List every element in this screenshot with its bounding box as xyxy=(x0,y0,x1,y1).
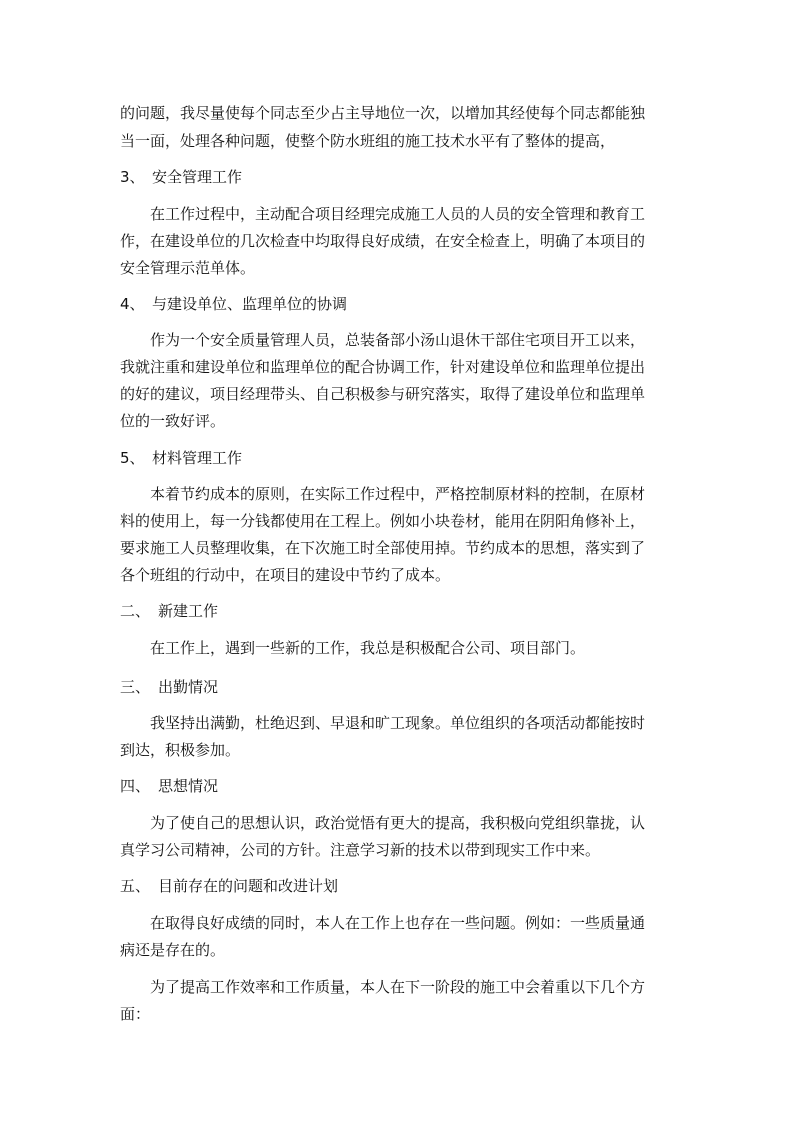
section-number: 4、 xyxy=(120,295,145,313)
paragraph-line: 面： xyxy=(120,1005,151,1023)
section-title: 出勤情况 xyxy=(158,678,219,696)
section-heading xyxy=(120,776,218,796)
section-heading xyxy=(120,294,347,314)
paragraph-line: 真学习公司精神，公司的方针。注意学习新的技术以带到现实工作中来。 xyxy=(120,841,601,859)
paragraph-line: 位的一致好评。 xyxy=(120,412,226,430)
section-number: 四、 xyxy=(120,777,151,795)
section-number: 三、 xyxy=(120,678,151,696)
section-title: 材料管理工作 xyxy=(152,449,243,467)
paragraph-line: 到达，积极参加。 xyxy=(120,741,241,759)
section-number: 五、 xyxy=(120,877,151,895)
section-heading xyxy=(120,448,242,468)
section-heading xyxy=(120,601,218,621)
paragraph-line: 我就注重和建设单位和监理单位的配合协调工作，针对建设单位和监理单位提出 xyxy=(120,358,646,376)
paragraph-line: 的好的建议，项目经理带头、自己积极参与研究落实，取得了建设单位和监理单 xyxy=(120,385,646,403)
paragraph-line: 安全管理示范单体。 xyxy=(120,259,256,277)
section-title: 与建设单位、监理单位的协调 xyxy=(152,295,348,313)
section-heading xyxy=(120,167,242,187)
paragraph-line: 为了提高工作效率和工作质量，本人在下一阶段的施工中会着重以下几个方 xyxy=(150,978,646,996)
section-number: 二、 xyxy=(120,602,151,620)
paragraph-line: 在工作过程中，主动配合项目经理完成施工人员的人员的安全管理和教育工 xyxy=(150,205,646,223)
paragraph-line: 当一面，处理各种问题，使整个防水班组的施工技术水平有了整体的提高， xyxy=(120,132,616,150)
paragraph-line: 料的使用上，每一分钱都使用在工程上。例如小块卷材，能用在阴阳角修补上， xyxy=(120,512,646,530)
paragraph-line: 作，在建设单位的几次检查中均取得良好成绩，在安全检查上，明确了本项目的 xyxy=(120,232,646,250)
section-title: 新建工作 xyxy=(158,602,219,620)
section-title: 目前存在的问题和改进计划 xyxy=(158,877,339,895)
paragraph-line: 的问题，我尽量使每个同志至少占主导地位一次，以增加其经使每个同志都能独 xyxy=(120,104,646,122)
section-heading xyxy=(120,677,218,697)
paragraph-line: 要求施工人员整理收集，在下次施工时全部使用掉。节约成本的思想，落实到了 xyxy=(120,539,646,557)
section-number: 3、 xyxy=(120,168,145,186)
section-number: 5、 xyxy=(120,449,145,467)
paragraph-line: 在工作上，遇到一些新的工作，我总是积极配合公司、项目部门。 xyxy=(150,639,586,657)
paragraph-line: 在取得良好成绩的同时，本人在工作上也存在一些问题。例如：一些质量通 xyxy=(150,914,646,932)
section-title: 安全管理工作 xyxy=(152,168,243,186)
paragraph-line: 为了使自己的思想认识，政治觉悟有更大的提高，我积极向党组织靠拢，认 xyxy=(150,814,646,832)
paragraph-line: 各个班组的行动中，在项目的建设中节约了成本。 xyxy=(120,566,451,584)
paragraph-line: 我坚持出满勤，杜绝迟到、早退和旷工现象。单位组织的各项活动都能按时 xyxy=(150,714,646,732)
section-heading xyxy=(120,876,338,896)
paragraph-line: 本着节约成本的原则，在实际工作过程中，严格控制原材料的控制，在原材 xyxy=(150,485,646,503)
paragraph-line: 病还是存在的。 xyxy=(120,941,226,959)
paragraph-line: 作为一个安全质量管理人员，总装备部小汤山退休干部住宅项目开工以来， xyxy=(150,331,646,349)
section-title: 思想情况 xyxy=(158,777,219,795)
